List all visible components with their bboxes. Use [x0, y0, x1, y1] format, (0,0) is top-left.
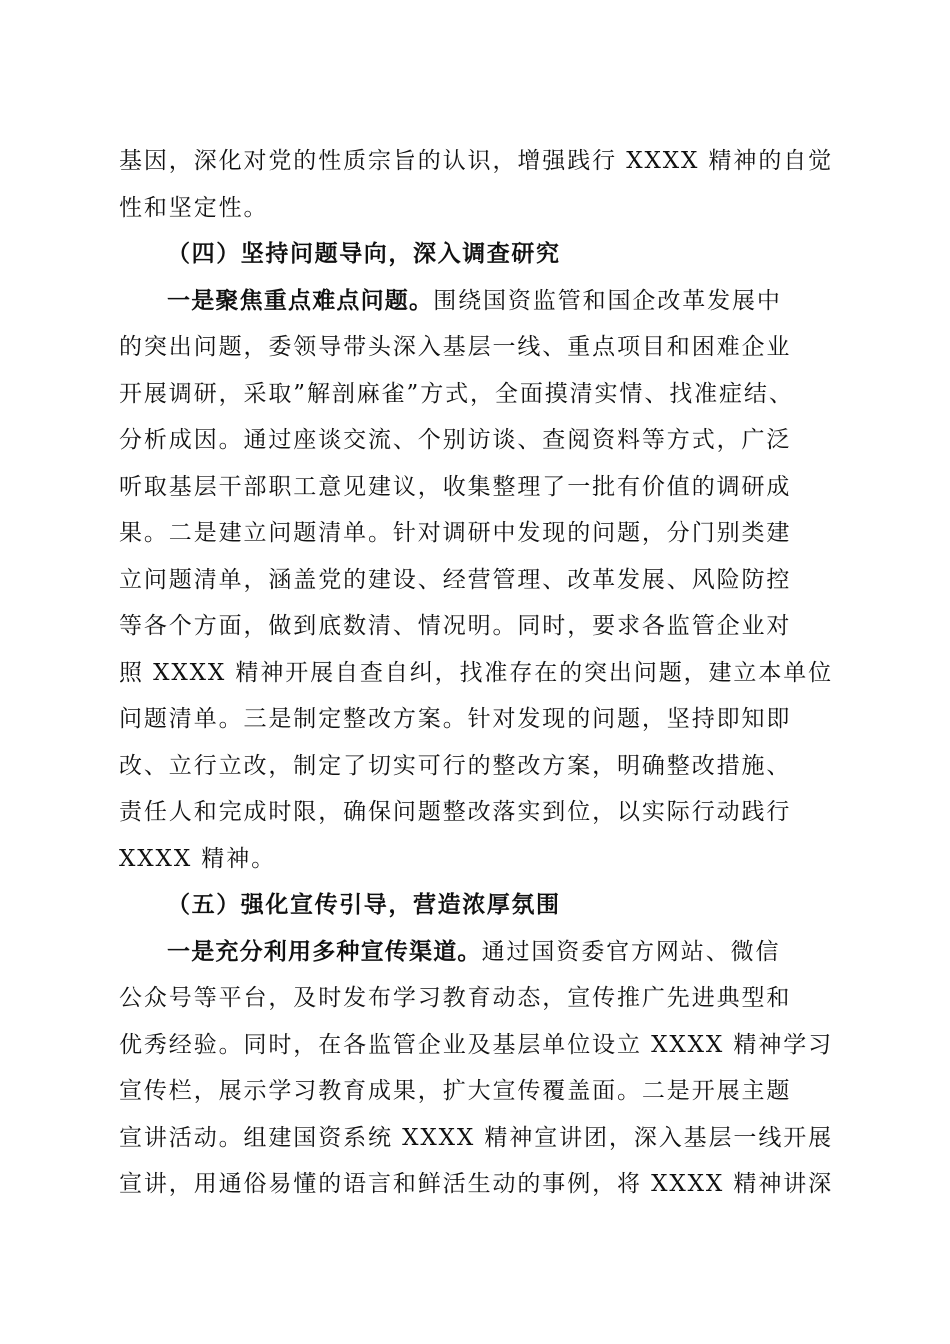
- body-text-line: 等各个方面，做到底数清、情况明。同时，要求各监管企业对: [119, 613, 792, 639]
- section-heading: （四）坚持问题导向，深入调查研究: [167, 241, 561, 267]
- body-text-line: 公众号等平台，及时发布学习教育动态，宣传推广先进典型和: [119, 985, 792, 1011]
- body-text-line: 改、立行立改，制定了切实可行的整改方案，明确整改措施、: [119, 753, 792, 779]
- paragraph-lead: 一是聚焦重点难点问题。: [167, 288, 434, 314]
- body-text-line: XXXX 精神。: [119, 846, 277, 872]
- body-text-line: 立问题清单，涵盖党的建设、经营管理、改革发展、风险防控: [119, 567, 792, 593]
- body-text-line: 开展调研，采取”解剖麻雀”方式，全面摸清实情、找准症结、: [119, 381, 794, 407]
- body-text-line: 优秀经验。同时，在各监管企业及基层单位设立 XXXX 精神学习: [119, 1032, 834, 1058]
- body-text-line: 听取基层干部职工意见建议，收集整理了一批有价值的调研成: [119, 474, 792, 500]
- body-text-line: 基因，深化对党的性质宗旨的认识，增强践行 XXXX 精神的自觉: [119, 148, 834, 174]
- body-text-span: 围绕国资监管和国企改革发展中: [433, 288, 782, 314]
- body-text-line: [167, 937, 780, 967]
- body-text-line: 性和坚定性。: [119, 195, 269, 221]
- section-heading: （五）强化宣传引导，营造浓厚氛围: [167, 892, 561, 918]
- body-text-line: 的突出问题，委领导带头深入基层一线、重点项目和困难企业: [119, 334, 792, 360]
- body-text-line: 问题清单。三是制定整改方案。针对发现的问题，坚持即知即: [119, 706, 792, 732]
- body-text-line: 果。二是建立问题清单。针对调研中发现的问题，分门别类建: [119, 520, 792, 546]
- body-text-line: 宣讲，用通俗易懂的语言和鲜活生动的事例，将 XXXX 精神讲深: [119, 1171, 834, 1197]
- body-text-line: 宣传栏，展示学习教育成果，扩大宣传覆盖面。二是开展主题: [119, 1078, 792, 1104]
- body-text-line: 分析成因。通过座谈交流、个别访谈、查阅资料等方式，广泛: [119, 427, 792, 453]
- body-text-line: 责任人和完成时限，确保问题整改落实到位，以实际行动践行: [119, 799, 792, 825]
- body-text-line: 照 XXXX 精神开展自查自纠，找准存在的突出问题，建立本单位: [119, 660, 834, 686]
- body-text-span: 通过国资委官方网站、微信: [481, 939, 781, 965]
- paragraph-lead: 一是充分利用多种宣传渠道。: [167, 939, 482, 965]
- body-text-line: 宣讲活动。组建国资系统 XXXX 精神宣讲团，深入基层一线开展: [119, 1125, 834, 1151]
- body-text-line: [167, 286, 782, 316]
